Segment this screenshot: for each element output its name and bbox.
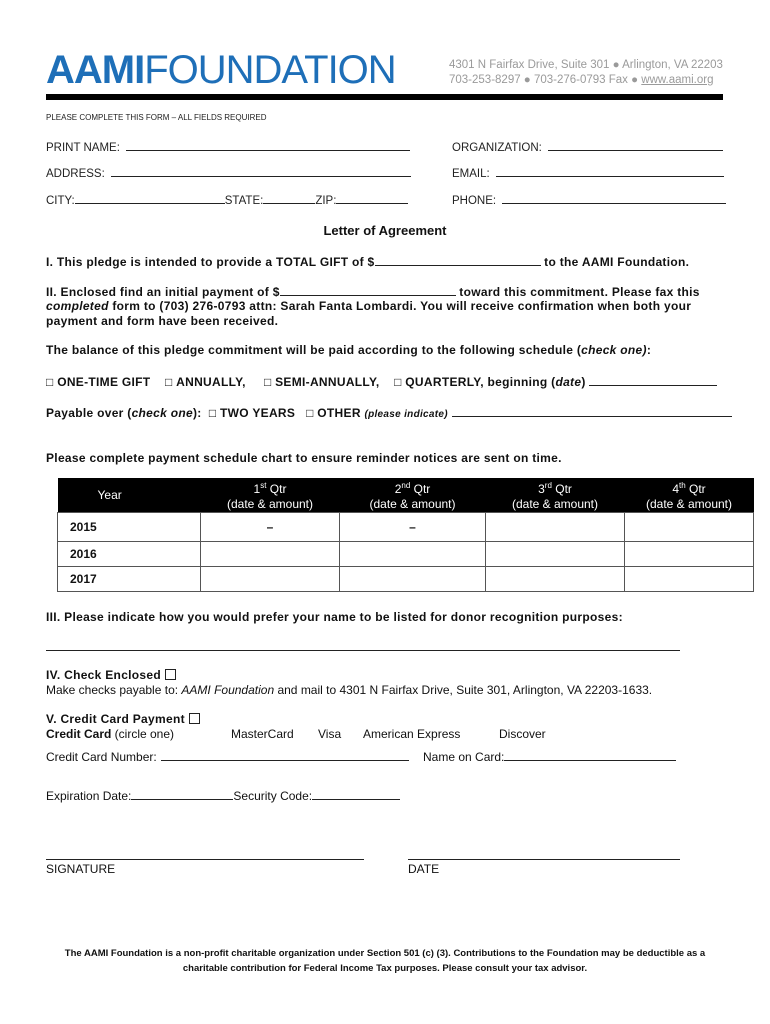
signature-line[interactable]	[46, 859, 364, 860]
card-visa[interactable]: Visa	[318, 727, 342, 741]
table-cell[interactable]	[201, 542, 340, 567]
section-5-credit-card: V. Credit Card Payment	[46, 712, 200, 726]
expiration-security-field[interactable]: Expiration Date: Security Code:	[46, 788, 400, 803]
option-one-time-gift[interactable]: □ ONE-TIME GIFT	[46, 375, 151, 389]
year-cell: 2017	[58, 567, 201, 592]
name-on-card-field[interactable]: Name on Card:	[423, 749, 676, 764]
option-quarterly[interactable]: □ QUARTERLY, beginning (date)	[394, 375, 586, 389]
table-cell[interactable]	[625, 513, 754, 542]
table-cell[interactable]: –	[201, 513, 340, 542]
section-2-line-3: payment and form have been received.	[46, 314, 279, 328]
date-label: DATE	[408, 862, 440, 876]
check-enclosed-checkbox[interactable]	[165, 669, 176, 680]
credit-card-checkbox[interactable]	[189, 713, 200, 724]
credit-card-circle-one: Credit Card (circle one)	[46, 727, 175, 741]
section-2-line-2: completed form to (703) 276-0793 attn: Sarah Fanta Lombardi. You will receive confirmation when both your	[46, 299, 692, 313]
credit-card-number-field[interactable]: Credit Card Number:	[46, 749, 409, 764]
schedule-intro: The balance of this pledge commitment will be paid according to the following schedule (check one):	[46, 343, 652, 357]
table-row	[58, 567, 754, 592]
card-mastercard[interactable]: MasterCard	[231, 727, 294, 741]
option-two-years[interactable]: □ TWO YEARS	[208, 406, 296, 420]
print-name-field[interactable]: PRINT NAME:	[46, 139, 410, 154]
header-divider	[46, 94, 723, 100]
table-cell[interactable]	[486, 567, 625, 592]
table-row	[58, 513, 754, 542]
table-header: Year	[58, 478, 201, 513]
year-cell: 2015	[58, 513, 201, 542]
organization-field[interactable]: ORGANIZATION:	[452, 139, 723, 154]
quarterly-date-input[interactable]	[589, 374, 717, 386]
payable-over: Payable over (check one): □ TWO YEARS □ OTHER (please indicate)	[46, 405, 732, 420]
date-line[interactable]	[408, 859, 680, 860]
option-semi-annually[interactable]: □ SEMI-ANNUALLY,	[263, 375, 380, 389]
city-state-zip-field[interactable]: CITY: STATE: ZIP:	[46, 192, 408, 207]
page-title: Letter of Agreement	[323, 223, 447, 238]
section-2-line-1[interactable]: II. Enclosed find an initial payment of $ toward this commitment. Please fax this	[46, 285, 700, 299]
table-cell[interactable]	[486, 513, 625, 542]
website-link[interactable]: www.aami.org	[641, 74, 714, 86]
phone-field[interactable]: PHONE:	[452, 192, 726, 207]
chart-note: Please complete payment schedule chart to ensure reminder notices are sent on time.	[46, 451, 562, 465]
table-cell[interactable]: –	[340, 513, 486, 542]
table-header: 1st Qtr (date & amount)	[201, 478, 340, 513]
address-field[interactable]: ADDRESS:	[46, 165, 411, 180]
table-cell[interactable]	[486, 542, 625, 567]
card-discover[interactable]: Discover	[499, 727, 546, 741]
table-cell[interactable]	[340, 542, 486, 567]
table-header: 4th Qtr (date & amount)	[625, 478, 754, 513]
footer-disclaimer: The AAMI Foundation is a non-profit charitable organization under Section 501 (c) (3). Contributions to the Foundation may be deductible as a charitable contribution for Federal Income Tax purposes. Please consult your tax advisor.	[64, 948, 706, 974]
recognition-name-input[interactable]	[46, 650, 680, 651]
table-row	[58, 542, 754, 567]
table-header: 3rd Qtr (date & amount)	[486, 478, 625, 513]
form-note: PLEASE COMPLETE THIS FORM – ALL FIELDS REQUIRED	[46, 113, 267, 122]
table-cell[interactable]	[625, 567, 754, 592]
foundation-address: 4301 N Fairfax Drive, Suite 301 ● Arlington, VA 22203 703-253-8297 ● 703-276-0793 Fax ● www.aami.org	[449, 59, 723, 86]
check-instructions: Make checks payable to: AAMI Foundation and mail to 4301 N Fairfax Drive, Suite 301, Arlington, VA 22203-1633.	[46, 683, 653, 697]
signature-label: SIGNATURE	[46, 862, 116, 876]
section-4-check: IV. Check Enclosed	[46, 668, 176, 682]
option-annually[interactable]: □ ANNUALLY,	[164, 375, 246, 389]
table-cell[interactable]	[201, 567, 340, 592]
email-field[interactable]: EMAIL:	[452, 165, 724, 180]
option-other[interactable]: □ OTHER	[306, 406, 361, 420]
table-cell[interactable]	[340, 567, 486, 592]
section-1-total-gift[interactable]: I. This pledge is intended to provide a TOTAL GIFT of $ to the AAMI Foundation.	[46, 255, 690, 269]
card-american-express[interactable]: American Express	[363, 727, 461, 741]
year-cell: 2016	[58, 542, 201, 567]
payment-schedule-table	[57, 478, 754, 592]
schedule-options	[46, 374, 717, 389]
table-header: 2nd Qtr (date & amount)	[340, 478, 486, 513]
other-input[interactable]	[452, 405, 732, 417]
aami-foundation-logo: AAMIFOUNDATION	[46, 48, 396, 92]
table-cell[interactable]	[625, 542, 754, 567]
section-3-recognition: III. Please indicate how you would prefer your name to be listed for donor recognition purposes:	[46, 610, 623, 624]
